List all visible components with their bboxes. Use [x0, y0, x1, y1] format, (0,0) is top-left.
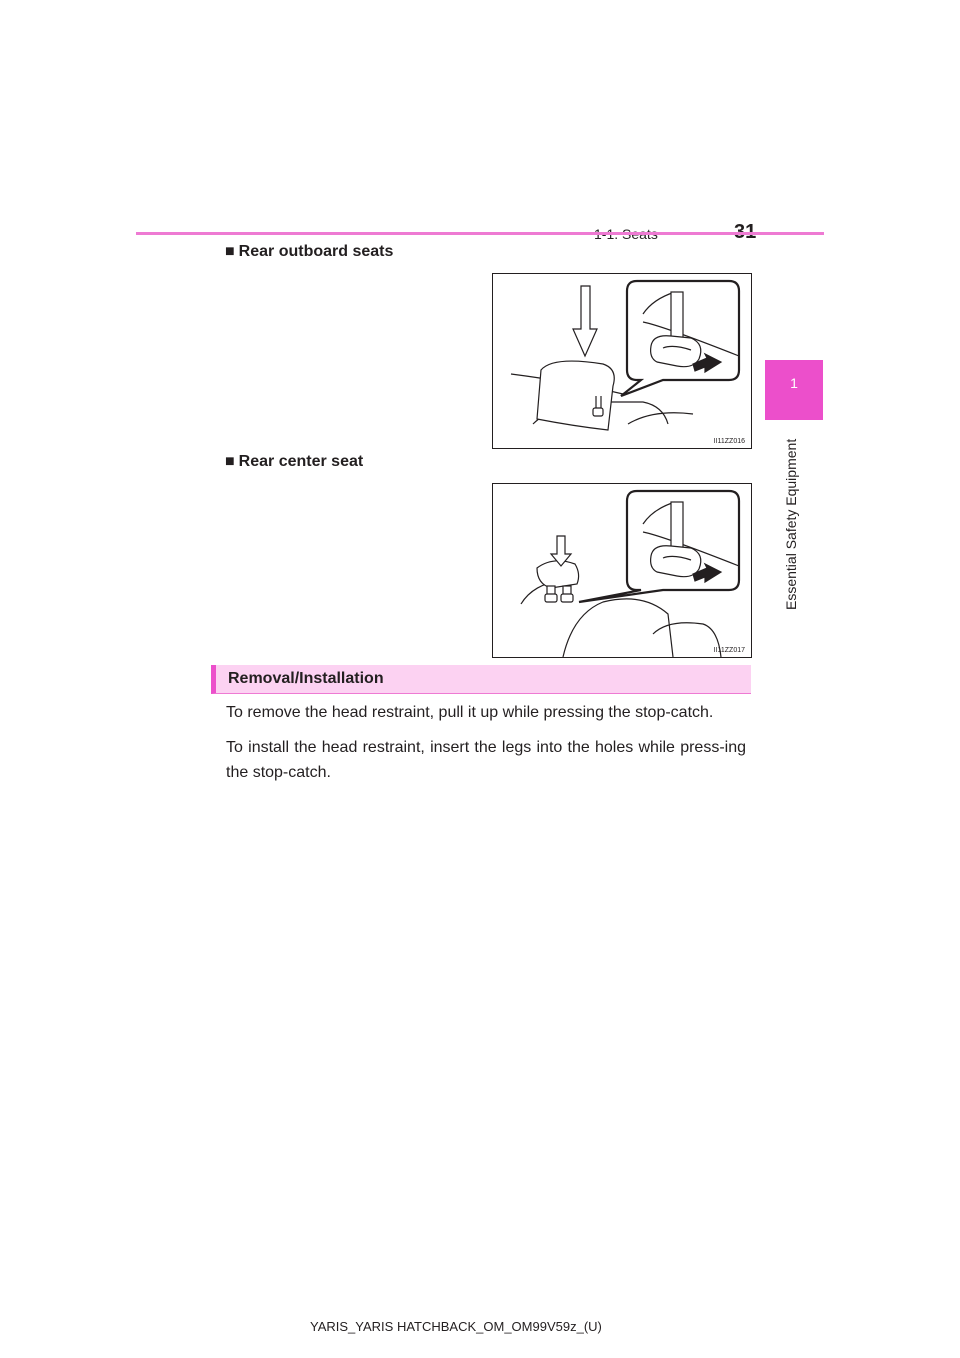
item-title-outboard: ■ Rear outboard seats — [225, 243, 394, 260]
bullet-square-icon: ■ — [225, 243, 235, 260]
section-heading-text: Removal/Installation — [228, 670, 384, 687]
item-title-center: ■ Rear center seat — [225, 453, 364, 470]
chapter-tab-label: Essential Safety Equipment — [783, 438, 799, 610]
bullet-square-icon: ■ — [225, 453, 235, 470]
paragraph-install: To install the head restraint, insert the legs into the holes while press-ing the stop-catch. — [226, 739, 746, 781]
figure-rear-outboard — [492, 273, 752, 449]
header-rule — [136, 232, 824, 235]
footer-code: YARIS_YARIS HATCHBACK_OM_OM99V59z_(U) — [310, 1319, 602, 1334]
chapter-tab-number: 1 — [790, 375, 798, 391]
figure-code: II11ZZ017 — [713, 647, 745, 654]
figure-code: II11ZZ016 — [713, 438, 745, 445]
figure-rear-center — [492, 483, 752, 658]
section-heading — [211, 665, 751, 694]
paragraph-remove: To remove the head restraint, pull it up while pressing the stop-catch. — [226, 704, 714, 721]
